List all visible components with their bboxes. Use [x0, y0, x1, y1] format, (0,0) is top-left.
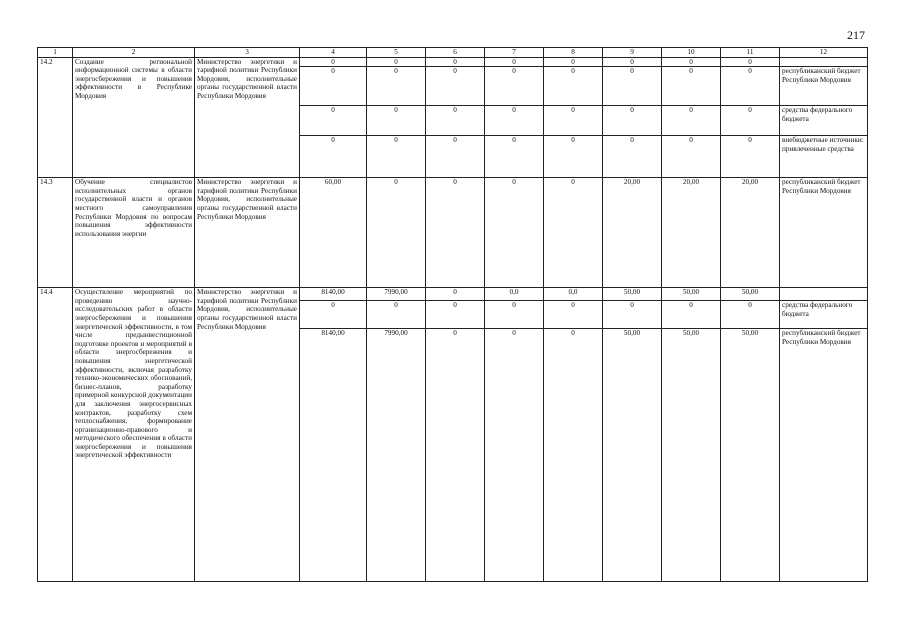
- value-cell: 0: [603, 136, 662, 178]
- value-cell: 0: [603, 301, 662, 329]
- value-cell: 0: [544, 106, 603, 136]
- value-cell: 0: [367, 301, 426, 329]
- table-row: [38, 57, 868, 67]
- value-cell: 0: [544, 178, 603, 288]
- header-cell: 2: [73, 48, 195, 58]
- value-cell: 0: [485, 178, 544, 288]
- value-cell: 0: [367, 67, 426, 106]
- value-cell: 20,00: [662, 178, 721, 288]
- value-cell: 0: [603, 57, 662, 67]
- header-cell: 6: [426, 48, 485, 58]
- header-cell: 3: [195, 48, 300, 58]
- funding-source: средства федерального бюджета: [780, 301, 868, 329]
- value-cell: 0: [662, 57, 721, 67]
- value-cell: 0: [300, 136, 367, 178]
- value-cell: 0: [544, 301, 603, 329]
- value-cell: 0: [426, 57, 485, 67]
- value-cell: 0: [300, 57, 367, 67]
- value-cell: 0: [426, 301, 485, 329]
- funding-source: республиканский бюджет Республики Мордовия: [780, 329, 868, 582]
- value-cell: 0: [662, 136, 721, 178]
- value-cell: 7990,00: [367, 329, 426, 582]
- row-description: Создание региональной информационной системы в области энергосбережения и повышения эффективности в Республике Мордовия: [73, 57, 195, 178]
- header-cell: 1: [38, 48, 73, 58]
- value-cell: 50,00: [662, 288, 721, 301]
- funding-source: [780, 288, 868, 301]
- value-cell: 50,00: [662, 329, 721, 582]
- header-cell: 8: [544, 48, 603, 58]
- value-cell: 0: [603, 67, 662, 106]
- value-cell: 50,00: [721, 329, 780, 582]
- value-cell: 0: [721, 301, 780, 329]
- row-index: 14.2: [38, 57, 73, 178]
- header-cell: 9: [603, 48, 662, 58]
- header-cell: 11: [721, 48, 780, 58]
- value-cell: 0: [721, 106, 780, 136]
- header-cell: 10: [662, 48, 721, 58]
- value-cell: 0: [367, 178, 426, 288]
- value-cell: 50,00: [603, 329, 662, 582]
- row-agency: Министерство энергетики и тарифной политики Республики Мордовия, исполнительные органы государственной власти Республики Мордовия: [195, 57, 300, 178]
- table-row: [38, 178, 868, 288]
- value-cell: 0: [603, 106, 662, 136]
- value-cell: 8140,00: [300, 288, 367, 301]
- value-cell: 7990,00: [367, 288, 426, 301]
- value-cell: 0: [544, 57, 603, 67]
- value-cell: 0: [426, 67, 485, 106]
- value-cell: 0: [367, 136, 426, 178]
- header-cell: 12: [780, 48, 868, 58]
- funding-source: средства федерального бюджета: [780, 106, 868, 136]
- value-cell: 0: [662, 67, 721, 106]
- value-cell: 60,00: [300, 178, 367, 288]
- value-cell: 0: [721, 67, 780, 106]
- funding-source: [780, 57, 868, 67]
- value-cell: 0: [426, 106, 485, 136]
- value-cell: 0: [544, 329, 603, 582]
- value-cell: 0: [426, 288, 485, 301]
- funding-source: республиканский бюджет Республики Мордовия: [780, 178, 868, 288]
- value-cell: 0: [485, 136, 544, 178]
- funding-source: внебюджетные источники: привлеченные средства: [780, 136, 868, 178]
- row-index: 14.3: [38, 178, 73, 288]
- table-row: [38, 288, 868, 301]
- value-cell: 50,00: [721, 288, 780, 301]
- value-cell: 0: [426, 329, 485, 582]
- funding-source: республиканский бюджет Республики Мордовия: [780, 67, 868, 106]
- page-number: 217: [847, 28, 865, 42]
- value-cell: 0: [721, 57, 780, 67]
- row-agency: Министерство энергетики и тарифной политики Республики Мордовия, исполнительные органы государственной власти Республики Мордовия: [195, 288, 300, 582]
- value-cell: 0: [485, 106, 544, 136]
- header-row: [38, 48, 868, 58]
- value-cell: 0: [485, 301, 544, 329]
- value-cell: 50,00: [603, 288, 662, 301]
- budget-table: [37, 47, 868, 582]
- row-description: Обучение специалистов исполнительных органов государственной власти и органов местного самоуправления Республики Мордовия по вопросам повышения эффективности использования энергии: [73, 178, 195, 288]
- row-description: Осуществление мероприятий по проведению научно-исследовательских работ в области энергосбережения и повышения энергетической эффективности, в том числе предынвестиционной подготовке проектов и мероприятий в области энергосбережения и повышения энергетической эффективности, включая разработку технико-экономических обоснований, бизнес-планов, разработку примерной конкурсной документации для заключения энергосервисных контрактов, разработку схем теплоснабжения, формирование организационно-правового и методического обеспечения в области энергосбережения и повышения энергетической эффективности: [73, 288, 195, 582]
- value-cell: 0: [300, 106, 367, 136]
- value-cell: 20,00: [603, 178, 662, 288]
- value-cell: 8140,00: [300, 329, 367, 582]
- value-cell: 0,0: [544, 288, 603, 301]
- row-agency: Министерство энергетики и тарифной политики Республики Мордовия, исполнительные органы государственной власти Республики Мордовия: [195, 178, 300, 288]
- value-cell: 0: [544, 67, 603, 106]
- header-cell: 4: [300, 48, 367, 58]
- value-cell: 0: [426, 136, 485, 178]
- value-cell: 0: [721, 136, 780, 178]
- value-cell: 0,0: [485, 288, 544, 301]
- value-cell: 0: [300, 67, 367, 106]
- header-cell: 7: [485, 48, 544, 58]
- value-cell: 0: [662, 106, 721, 136]
- value-cell: 0: [485, 57, 544, 67]
- value-cell: 20,00: [721, 178, 780, 288]
- value-cell: 0: [367, 57, 426, 67]
- value-cell: 0: [485, 67, 544, 106]
- value-cell: 0: [426, 178, 485, 288]
- header-cell: 5: [367, 48, 426, 58]
- row-index: 14.4: [38, 288, 73, 582]
- value-cell: 0: [544, 136, 603, 178]
- value-cell: 0: [485, 329, 544, 582]
- value-cell: 0: [662, 301, 721, 329]
- value-cell: 0: [367, 106, 426, 136]
- value-cell: 0: [300, 301, 367, 329]
